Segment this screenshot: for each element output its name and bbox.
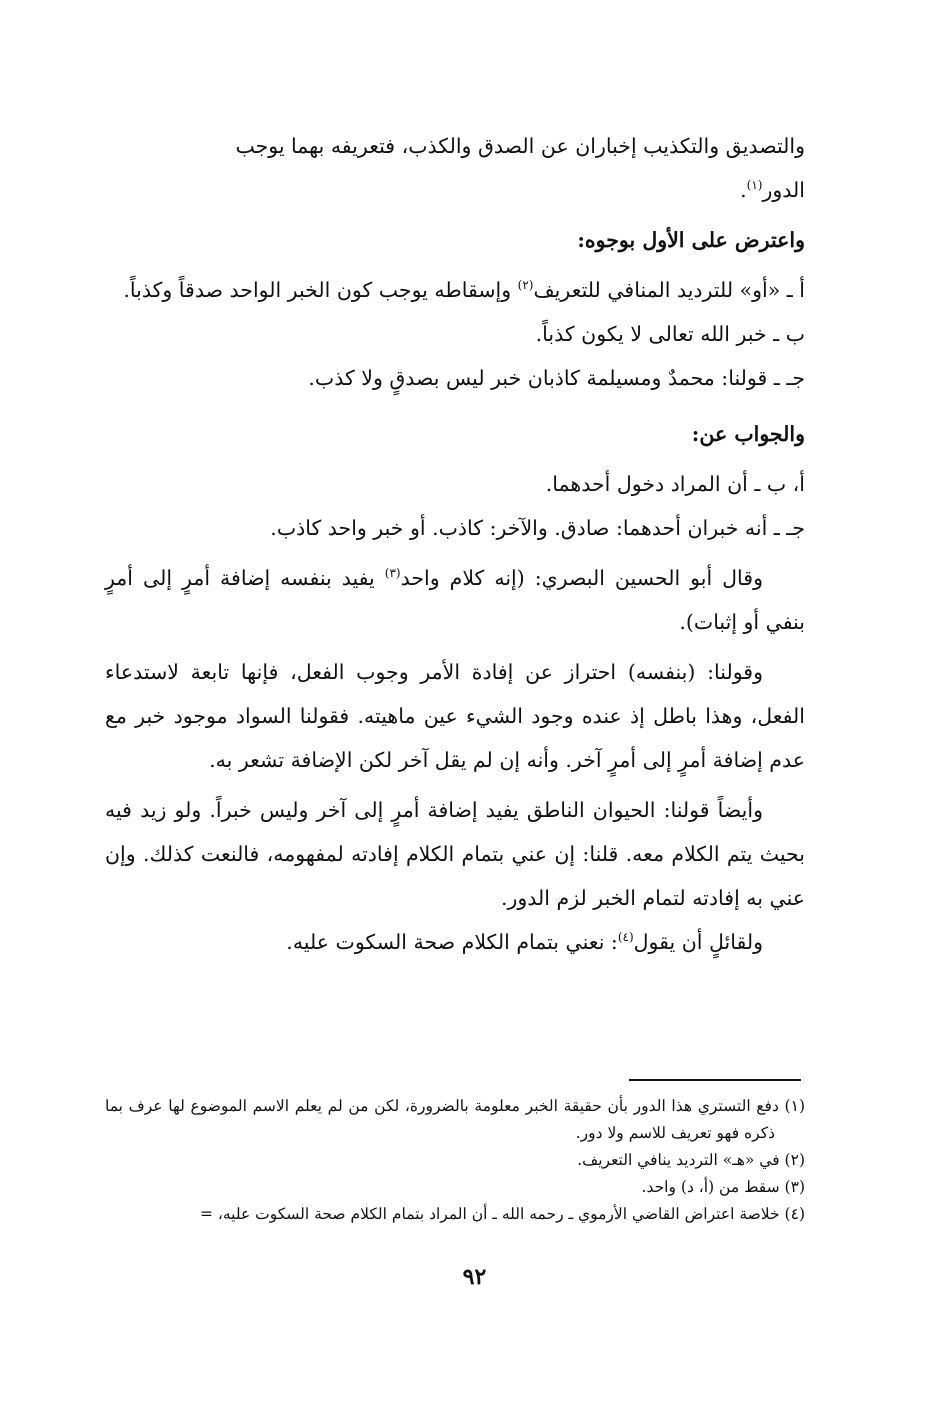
- objection-b: ب ـ خبر الله تعالى لا يكون كذباً.: [535, 322, 805, 346]
- footnote-ref-3: (٣): [384, 566, 401, 581]
- footnote-ref-2: (٢): [517, 278, 534, 293]
- paragraph-liqail: [105, 920, 805, 964]
- footnote-separator: [629, 1079, 801, 1081]
- answer-c: جـ ـ أنه خبران أحدهما: صادق. والآخر: كاذب. أو خبر واحد كاذب.: [270, 516, 805, 540]
- page-number: ٩٢: [462, 1264, 487, 1290]
- paragraph-liqail-start: ولقائلٍ أن يقول: [633, 930, 763, 954]
- paragraph-liqail-rest: : نعني بتمام الكلام صحة السكوت عليه.: [286, 930, 618, 954]
- objection-a-rest: وإسقاطه يوجب كون الخبر الواحد صدقاً وكذباً.: [123, 278, 518, 302]
- footnote-ref-4: (٤): [617, 930, 634, 945]
- footnotes: [105, 1093, 805, 1228]
- paragraph-dawr-line-1: والتصديق والتكذيب إخباران عن الصدق والكذب، فتعريفه بهما يوجب: [235, 134, 805, 158]
- paragraph-dawr: [105, 124, 805, 212]
- footnote-3: (٣) سقط من (أ، د) واحد.: [641, 1178, 805, 1196]
- paragraph-basri-rest: يفيد بنفسه إضافة أمرٍ إلى أمرٍ بنفي أو إثبات).: [105, 566, 805, 634]
- paragraph-dawr-end: .: [740, 178, 747, 202]
- objection-a-start: أ ـ «أو» للترديد المنافي للتعريف: [533, 278, 805, 302]
- objection-a: [105, 268, 805, 312]
- paragraph-basri-start: وقال أبو الحسين البصري: (إنه كلام واحد: [400, 566, 763, 590]
- heading-objection: واعترض على الأول بوجوه:: [577, 228, 805, 252]
- paragraph-basri: [105, 556, 805, 644]
- footnote-ref-1: (١): [746, 178, 763, 193]
- answer-ab: أ، ب ـ أن المراد دخول أحدهما.: [545, 472, 805, 496]
- main-text: [105, 124, 805, 964]
- paragraph-binafsihi: وقولنا: (بنفسه) احتراز عن إفادة الأمر وجوب الفعل، فإنها تابعة لاستدعاء الفعل، وهذا باطل إذ عنده وجود الشيء عين ماهيته. فقولنا السواد موجود خبر مع عدم إضافة أمرٍ إلى أمرٍ آخر. وأنه إن لم يقل آخر لكن الإضافة تشعر به.: [105, 660, 805, 772]
- paragraph-aydan: وأيضاً قولنا: الحيوان الناطق يفيد إضافة أمرٍ إلى آخر وليس خبراً. ولو زيد فيه بحيث يتم الكلام معه. قلنا: إن عني بتمام الكلام إفادته لمفهومه، فالنعت كذلك. وإن عني به إفادته لتمام الخبر لزم الدور.: [105, 798, 805, 910]
- paragraph-dawr-line-2: الدور: [762, 178, 805, 202]
- objection-c: جـ ـ قولنا: محمدٌ ومسيلمة كاذبان خبر ليس بصدقٍ ولا كذب.: [308, 366, 805, 390]
- footnote-2: (٢) في «هـ» الترديد ينافي التعريف.: [577, 1151, 805, 1169]
- footnote-4: (٤) خلاصة اعتراض القاضي الأرموي ـ رحمه الله ـ أن المراد بتمام الكلام صحة السكوت عليه، =: [199, 1205, 805, 1223]
- footnote-1: (١) دفع التستري هذا الدور بأن حقيقة الخبر معلومة بالضرورة، لكن من لم يعلم الاسم الموضوع لها عرف بما ذكره فهو تعريف للاسم ولا دور.: [105, 1097, 805, 1142]
- heading-answer: والجواب عن:: [691, 422, 805, 446]
